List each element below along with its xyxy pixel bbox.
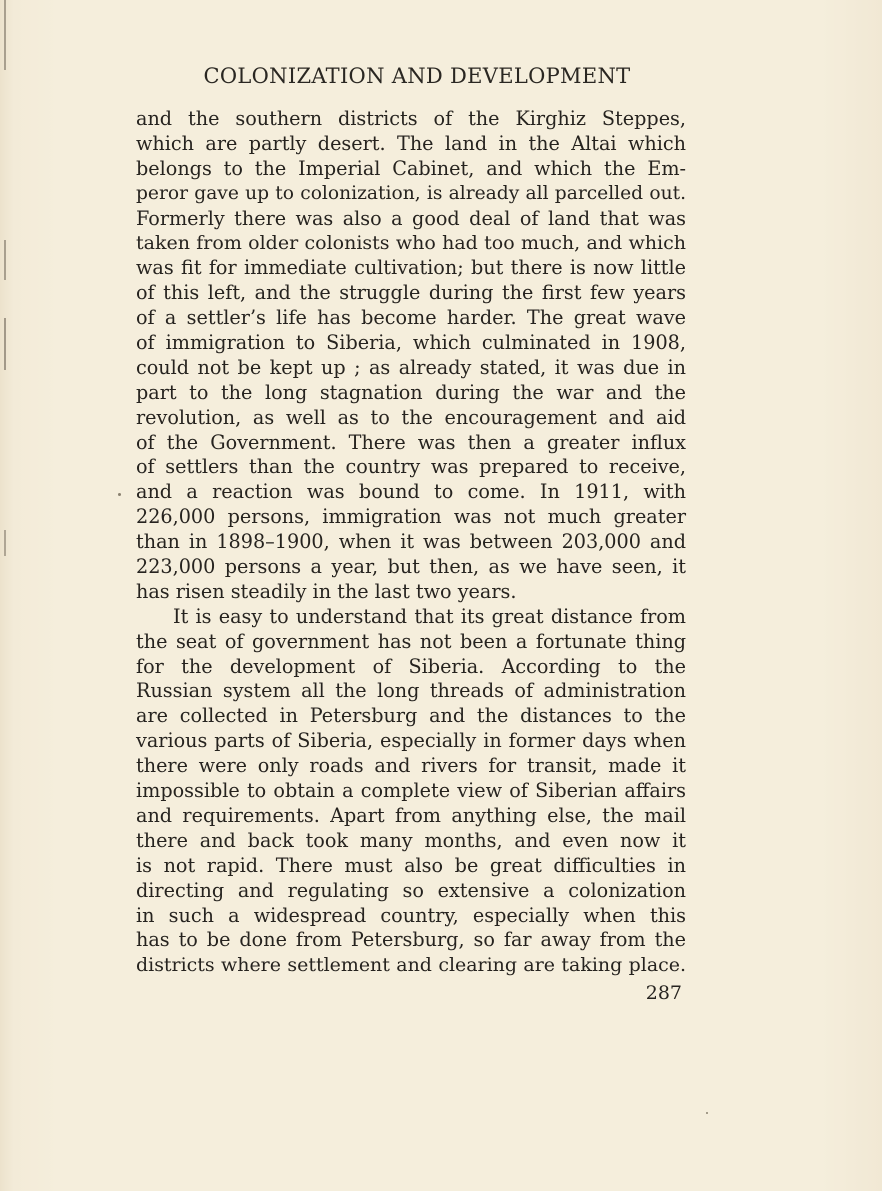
text-line: Formerly there was also a good deal of land that was (136, 206, 686, 230)
text-line: which are partly desert. The land in the Altai which (136, 131, 686, 155)
text-line: of settlers than the country was prepared to receive, (136, 455, 686, 479)
text-line: various parts of Siberia, especially in former days when (136, 729, 686, 753)
text-line: could not be kept up ; as already stated, it was due in (136, 355, 686, 379)
binding-shadow (4, 240, 6, 280)
text-line: and a reaction was bound to come. In 1911, with (136, 480, 686, 504)
text-line: of immigration to Siberia, which culminated in 1908, (136, 331, 686, 355)
text-line: 223,000 persons a year, but then, as we have seen, it (136, 555, 686, 579)
text-line: for the development of Siberia. According to the (136, 654, 686, 678)
text-line: taken from older colonists who had too much, and which (136, 232, 686, 255)
text-line: than in 1898–1900, when it was between 203,000 and (136, 530, 686, 554)
text-line: 226,000 persons, immigration was not much greater (136, 505, 686, 529)
text-line: peror gave up to colonization, is already all parcelled out. (136, 182, 686, 204)
text-line: there and back took many months, and even now it (136, 828, 686, 852)
text-line: of this left, and the struggle during the first few years (136, 281, 686, 305)
paper-speck (118, 493, 121, 496)
paper-speck (706, 1112, 708, 1114)
text-line: of a settler’s life has become harder. The great wave (136, 306, 686, 330)
text-line: the seat of government has not been a fortunate thing (136, 629, 686, 653)
paragraph-end-line: has risen steadily in the last two years. (136, 579, 517, 603)
text-line: belongs to the Imperial Cabinet, and which the Em- (136, 156, 686, 180)
page-number: 287 (645, 982, 682, 1004)
text-line: there were only roads and rivers for transit, made it (136, 754, 686, 778)
text-line: Russian system all the long threads of administration (136, 679, 686, 703)
text-line: in such a widespread country, especially when this (136, 903, 686, 927)
text-line: directing and regulating so extensive a colonization (136, 878, 686, 902)
text-line: is not rapid. There must also be great difficulties in (136, 853, 686, 877)
text-line: part to the long stagnation during the war and the (136, 380, 686, 404)
text-line: are collected in Petersburg and the distances to the (136, 704, 686, 728)
text-line: impossible to obtain a complete view of Siberian affairs (136, 779, 686, 803)
body-text (136, 107, 686, 978)
running-title: COLONIZATION AND DEVELOPMENT (203, 64, 631, 88)
binding-shadow (4, 530, 6, 556)
paragraph-start-line: It is easy to understand that its great distance from (173, 604, 686, 628)
binding-shadow (4, 318, 6, 370)
text-line: was fit for immediate cultivation; but there is now little (136, 256, 686, 280)
binding-shadow (4, 0, 6, 70)
text-line: districts where settlement and clearing are taking place. (136, 954, 686, 977)
text-line: has to be done from Petersburg, so far away from the (136, 928, 686, 952)
text-line: and requirements. Apart from anything else, the mail (136, 803, 686, 827)
text-line: and the southern districts of the Kirghiz Steppes, (136, 107, 686, 130)
running-header (0, 64, 882, 88)
text-line: of the Government. There was then a greater influx (136, 430, 686, 454)
text-line: revolution, as well as to the encouragement and aid (136, 405, 686, 429)
